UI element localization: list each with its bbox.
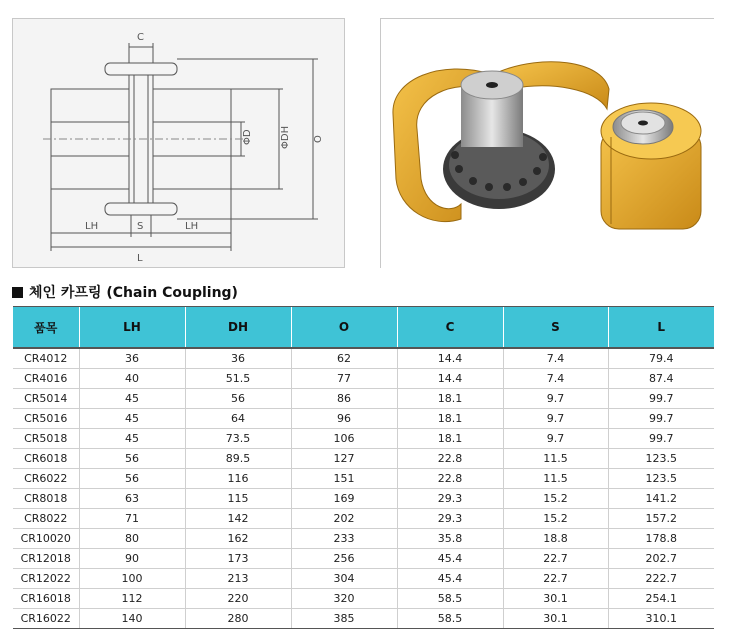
value-cell: 220 bbox=[185, 589, 291, 609]
value-cell: 7.4 bbox=[503, 348, 608, 369]
dim-label-lh-left: LH bbox=[85, 221, 99, 232]
value-cell: 22.8 bbox=[397, 469, 503, 489]
dim-label-lh-right: LH bbox=[185, 221, 199, 232]
value-cell: 45 bbox=[79, 429, 185, 449]
model-cell: CR16022 bbox=[13, 609, 79, 629]
model-cell: CR12022 bbox=[13, 569, 79, 589]
value-cell: 202 bbox=[291, 509, 397, 529]
value-cell: 89.5 bbox=[185, 449, 291, 469]
value-cell: 77 bbox=[291, 369, 397, 389]
value-cell: 40 bbox=[79, 369, 185, 389]
value-cell: 116 bbox=[185, 469, 291, 489]
table-row bbox=[13, 489, 714, 509]
model-cell: CR5018 bbox=[13, 429, 79, 449]
column-header: DH bbox=[185, 307, 291, 349]
table-row bbox=[13, 449, 714, 469]
value-cell: 173 bbox=[185, 549, 291, 569]
value-cell: 86 bbox=[291, 389, 397, 409]
value-cell: 11.5 bbox=[503, 469, 608, 489]
value-cell: 45 bbox=[79, 409, 185, 429]
value-cell: 79.4 bbox=[608, 348, 714, 369]
table-row bbox=[13, 589, 714, 609]
value-cell: 30.1 bbox=[503, 609, 608, 629]
dim-label-d: ΦD bbox=[242, 129, 253, 145]
value-cell: 157.2 bbox=[608, 509, 714, 529]
value-cell: 142 bbox=[185, 509, 291, 529]
value-cell: 63 bbox=[79, 489, 185, 509]
value-cell: 99.7 bbox=[608, 389, 714, 409]
model-cell: CR5014 bbox=[13, 389, 79, 409]
model-cell: CR6022 bbox=[13, 469, 79, 489]
value-cell: 58.5 bbox=[397, 589, 503, 609]
value-cell: 18.1 bbox=[397, 429, 503, 449]
value-cell: 36 bbox=[79, 348, 185, 369]
table-row bbox=[13, 429, 714, 449]
value-cell: 9.7 bbox=[503, 389, 608, 409]
dim-label-s: S bbox=[137, 221, 144, 232]
value-cell: 45.4 bbox=[397, 569, 503, 589]
value-cell: 71 bbox=[79, 509, 185, 529]
table-row bbox=[13, 409, 714, 429]
table-row bbox=[13, 469, 714, 489]
value-cell: 310.1 bbox=[608, 609, 714, 629]
section-title bbox=[12, 282, 238, 302]
value-cell: 45.4 bbox=[397, 549, 503, 569]
column-header: L bbox=[608, 307, 714, 349]
value-cell: 202.7 bbox=[608, 549, 714, 569]
value-cell: 18.1 bbox=[397, 409, 503, 429]
value-cell: 9.7 bbox=[503, 409, 608, 429]
value-cell: 115 bbox=[185, 489, 291, 509]
table-row bbox=[13, 369, 714, 389]
value-cell: 123.5 bbox=[608, 449, 714, 469]
model-cell: CR4016 bbox=[13, 369, 79, 389]
table-row bbox=[13, 569, 714, 589]
column-header: LH bbox=[79, 307, 185, 349]
dim-label-o: O bbox=[313, 135, 324, 143]
value-cell: 15.2 bbox=[503, 489, 608, 509]
value-cell: 45 bbox=[79, 389, 185, 409]
value-cell: 62 bbox=[291, 348, 397, 369]
value-cell: 213 bbox=[185, 569, 291, 589]
value-cell: 80 bbox=[79, 529, 185, 549]
value-cell: 169 bbox=[291, 489, 397, 509]
model-cell: CR5016 bbox=[13, 409, 79, 429]
value-cell: 222.7 bbox=[608, 569, 714, 589]
value-cell: 112 bbox=[79, 589, 185, 609]
column-header: C bbox=[397, 307, 503, 349]
value-cell: 320 bbox=[291, 589, 397, 609]
table-row bbox=[13, 609, 714, 629]
value-cell: 141.2 bbox=[608, 489, 714, 509]
model-cell: CR12018 bbox=[13, 549, 79, 569]
model-cell: CR6018 bbox=[13, 449, 79, 469]
model-cell: CR8018 bbox=[13, 489, 79, 509]
dim-label-c: C bbox=[137, 32, 144, 43]
value-cell: 56 bbox=[185, 389, 291, 409]
value-cell: 73.5 bbox=[185, 429, 291, 449]
table-row bbox=[13, 549, 714, 569]
value-cell: 15.2 bbox=[503, 509, 608, 529]
value-cell: 18.1 bbox=[397, 389, 503, 409]
value-cell: 56 bbox=[79, 449, 185, 469]
value-cell: 162 bbox=[185, 529, 291, 549]
dim-label-dh: ΦDH bbox=[280, 125, 291, 149]
value-cell: 304 bbox=[291, 569, 397, 589]
value-cell: 14.4 bbox=[397, 369, 503, 389]
value-cell: 30.1 bbox=[503, 589, 608, 609]
value-cell: 22.7 bbox=[503, 569, 608, 589]
column-header: S bbox=[503, 307, 608, 349]
value-cell: 56 bbox=[79, 469, 185, 489]
value-cell: 100 bbox=[79, 569, 185, 589]
model-cell: CR8022 bbox=[13, 509, 79, 529]
table-row bbox=[13, 529, 714, 549]
value-cell: 22.8 bbox=[397, 449, 503, 469]
value-cell: 9.7 bbox=[503, 429, 608, 449]
coupling-dimension-diagram bbox=[12, 18, 345, 268]
value-cell: 18.8 bbox=[503, 529, 608, 549]
value-cell: 36 bbox=[185, 348, 291, 369]
value-cell: 254.1 bbox=[608, 589, 714, 609]
table-row bbox=[13, 509, 714, 529]
value-cell: 29.3 bbox=[397, 489, 503, 509]
value-cell: 178.8 bbox=[608, 529, 714, 549]
value-cell: 29.3 bbox=[397, 509, 503, 529]
value-cell: 280 bbox=[185, 609, 291, 629]
section-title-text: 체인 카프링 (Chain Coupling) bbox=[29, 285, 238, 301]
dim-label-l: L bbox=[137, 253, 143, 264]
photo-svg bbox=[381, 19, 715, 269]
value-cell: 64 bbox=[185, 409, 291, 429]
value-cell: 385 bbox=[291, 609, 397, 629]
value-cell: 127 bbox=[291, 449, 397, 469]
value-cell: 35.8 bbox=[397, 529, 503, 549]
model-cell: CR16018 bbox=[13, 589, 79, 609]
model-cell: CR10020 bbox=[13, 529, 79, 549]
table-row bbox=[13, 348, 714, 369]
value-cell: 256 bbox=[291, 549, 397, 569]
value-cell: 140 bbox=[79, 609, 185, 629]
value-cell: 90 bbox=[79, 549, 185, 569]
value-cell: 58.5 bbox=[397, 609, 503, 629]
value-cell: 96 bbox=[291, 409, 397, 429]
diagram-svg bbox=[13, 19, 346, 269]
value-cell: 106 bbox=[291, 429, 397, 449]
value-cell: 51.5 bbox=[185, 369, 291, 389]
value-cell: 123.5 bbox=[608, 469, 714, 489]
value-cell: 14.4 bbox=[397, 348, 503, 369]
table-body bbox=[13, 348, 714, 629]
value-cell: 99.7 bbox=[608, 429, 714, 449]
value-cell: 151 bbox=[291, 469, 397, 489]
value-cell: 22.7 bbox=[503, 549, 608, 569]
value-cell: 11.5 bbox=[503, 449, 608, 469]
value-cell: 7.4 bbox=[503, 369, 608, 389]
spec-table bbox=[13, 306, 714, 629]
coupling-product-photo bbox=[380, 18, 714, 268]
model-cell: CR4012 bbox=[13, 348, 79, 369]
column-header: O bbox=[291, 307, 397, 349]
table-header-row bbox=[13, 307, 714, 349]
value-cell: 99.7 bbox=[608, 409, 714, 429]
value-cell: 87.4 bbox=[608, 369, 714, 389]
value-cell: 233 bbox=[291, 529, 397, 549]
square-bullet-icon bbox=[12, 287, 23, 298]
table-row bbox=[13, 389, 714, 409]
column-header: 품목 bbox=[13, 307, 79, 349]
